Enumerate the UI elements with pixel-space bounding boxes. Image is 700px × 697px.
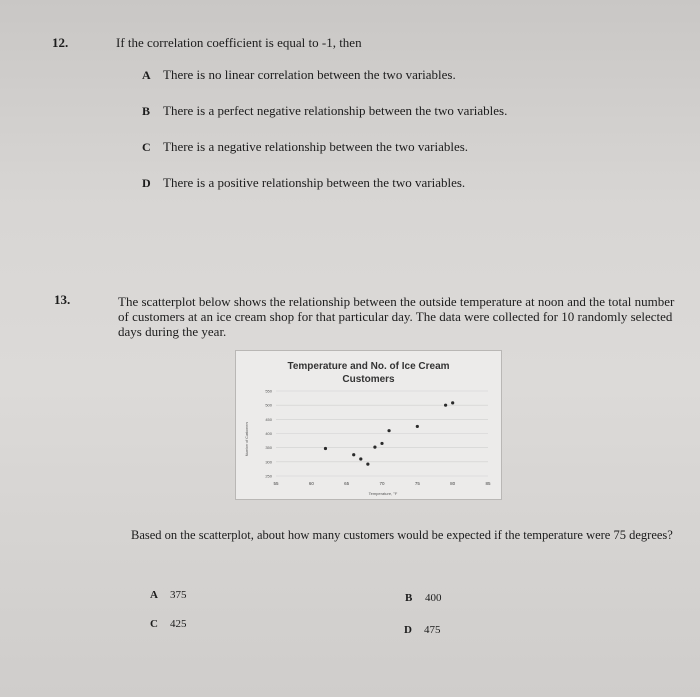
data-point: [359, 457, 362, 460]
q12-option-b-letter[interactable]: B: [142, 104, 151, 118]
q12-option-a-text[interactable]: There is no linear correlation between the two variables.: [163, 67, 456, 82]
q13-answer-c-letter[interactable]: C: [150, 618, 158, 630]
x-tick-label: 55: [273, 481, 279, 486]
x-tick-label: 75: [414, 481, 420, 486]
q12-option-c-letter[interactable]: C: [142, 140, 151, 154]
x-axis-label: Temperature, °F: [368, 491, 398, 496]
q12-option-a-letter[interactable]: A: [142, 68, 151, 82]
question-13-number: 13.: [54, 292, 71, 307]
q13-answer-d-value[interactable]: 475: [424, 624, 441, 636]
q12-option-d-text[interactable]: There is a positive relationship between the two variables.: [163, 175, 466, 190]
data-point: [416, 425, 419, 428]
q12-option-c-text[interactable]: There is a negative relationship between the two variables.: [163, 139, 469, 154]
data-point: [373, 446, 376, 449]
q13-answer-c-value[interactable]: 425: [170, 618, 187, 630]
q12-option-d-letter[interactable]: D: [142, 176, 151, 190]
data-point: [444, 404, 447, 407]
q12-option-b-text[interactable]: There is a perfect negative relationship between the two variables.: [163, 103, 508, 118]
q13-answer-b-value[interactable]: 400: [425, 592, 442, 604]
y-tick-label: 300: [265, 459, 272, 465]
y-tick-label: 500: [265, 402, 272, 408]
question-12-stem: If the correlation coefficient is equal to -1, then: [116, 35, 362, 50]
question-12-number: 12.: [52, 35, 69, 50]
x-tick-label: 70: [379, 481, 385, 486]
x-tick-label: 65: [344, 481, 350, 486]
chart-title-line-1: Temperature and No. of Ice Cream: [287, 361, 450, 372]
scatterplot-svg: [236, 351, 501, 499]
y-tick-label: 350: [265, 445, 272, 451]
q13-answer-b-letter[interactable]: B: [405, 592, 413, 604]
y-tick-label: 250: [265, 473, 272, 479]
q13-answer-d-letter[interactable]: D: [404, 624, 412, 636]
data-point: [324, 447, 327, 450]
data-point: [380, 442, 383, 445]
data-point: [451, 401, 454, 404]
data-point: [366, 463, 369, 466]
y-tick-label: 400: [265, 431, 272, 436]
x-tick-label: 85: [485, 481, 491, 486]
q13-answer-a-value[interactable]: 375: [170, 589, 187, 601]
scatterplot-chart: [235, 350, 502, 500]
x-tick-label: 80: [450, 481, 456, 486]
question-13-stem: The scatterplot below shows the relationship between the outside temperature at noon and the total number of customers at an ice cream shop for that particular day. The data were collected for 10 randomly selected days during the year.: [118, 294, 675, 339]
data-point: [387, 429, 390, 432]
q13-answer-a-letter[interactable]: A: [150, 589, 158, 601]
x-tick-label: 60: [308, 481, 314, 486]
y-axis-label: Number of Customers: [245, 421, 249, 457]
data-point: [352, 453, 355, 456]
question-13-prompt: Based on the scatterplot, about how many customers would be expected if the temperature were 75 degrees?: [131, 528, 673, 542]
y-tick-label: 450: [265, 416, 272, 422]
y-tick-label: 550: [265, 388, 272, 394]
chart-title-line-2: Customers: [342, 374, 395, 385]
